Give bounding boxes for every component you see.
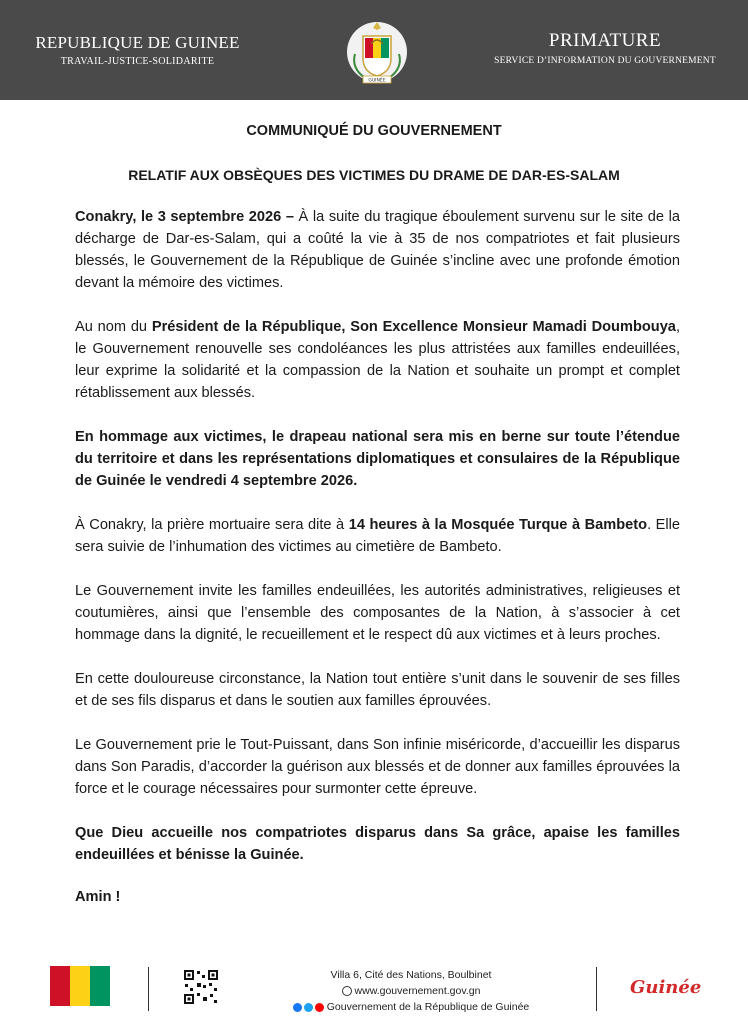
youtube-icon[interactable]: [315, 1003, 324, 1012]
page-footer: [0, 955, 748, 1024]
paragraph-intro: [75, 206, 680, 294]
globe-icon: [342, 986, 352, 996]
flag-stripe-green: [90, 966, 110, 1006]
blessing-text: Que Dieu accueille nos compatriotes disparus dans Sa grâce, apaise les familles endeuillées et bénisse la Guinée.: [75, 825, 680, 863]
twitter-icon[interactable]: [304, 1003, 313, 1012]
facebook-icon[interactable]: [293, 1003, 302, 1012]
paragraph-condolences-text: , le Gouvernement renouvelle ses condoléances les plus attristées aux familles endeuillées, leur exprime la solidarité et la compassion de la Nation et souhaite un prompt et complet rétablissement aux blessés.: [75, 319, 680, 401]
prayer-time-place: 14 heures à la Mosquée Turque à Bambeto: [348, 517, 648, 533]
contact-block: [256, 967, 566, 1015]
paragraph-condolences-start: Au nom du: [75, 319, 152, 335]
paragraph-amen: [75, 886, 680, 908]
social-icons: [293, 1003, 324, 1012]
document-body: [75, 206, 680, 930]
document-title: COMMUNIQUÉ DU GOUVERNEMENT: [246, 123, 502, 139]
guinea-flag-icon: [50, 966, 110, 1006]
website-line: [256, 983, 566, 999]
social-account-name: Gouvernement de la République de Guinée: [326, 1001, 530, 1013]
paragraph-unity: En cette douloureuse circonstance, la Nation tout entière s’unit dans le souvenir de ses filles et de ses fils disparus et dans le soutien aux familles éprouvées.: [75, 671, 680, 709]
footer-divider-left: [148, 967, 149, 1011]
primature-title: PRIMATURE: [548, 30, 662, 51]
paragraph-condolences: [75, 316, 680, 404]
paragraph-blessing: [75, 822, 680, 866]
paragraph-prayer-wish: Le Gouvernement prie le Tout-Puissant, dans Son infinie miséricorde, d’accueillir les disparus dans Son Paradis, d’accorder la guérison aux blessés et de donner aux familles éprouvées la force et le courage nécessaires pour surmonter cette épreuve.: [75, 737, 680, 797]
paragraph-invitation: Le Gouvernement invite les familles endeuillées, les autorités administratives, religieuses et coutumières, ainsi que l’ensemble des composantes de la Nation, à s’associer à cet hommage dans la dignité, le recueillement et le respect dû aux victimes et à leurs proches.: [75, 583, 680, 643]
paragraph-flag: [75, 426, 680, 492]
flag-stripe-red: [50, 966, 70, 1006]
paragraph-prayer: [75, 514, 680, 558]
amen-text: Amin !: [75, 889, 121, 905]
emblem-banner-text: GUINÉE: [368, 78, 386, 84]
primature-block: [480, 30, 730, 66]
flag-announcement: En hommage aux victimes, le drapeau national sera mis en berne sur toute l’étendue du territoire et dans les représentations diplomatiques et consulaires de la République de Guinée le vendredi 4 septembre 2026.: [75, 429, 680, 489]
flag-stripe-yellow: [70, 966, 90, 1006]
paragraph-prayer-text: . Elle sera suivie de l’inhumation des victimes au cimetière de Bambeto.: [75, 517, 680, 555]
paragraph-prayer-start: À Conakry, la prière mortuaire sera dite à: [75, 517, 349, 533]
guinee-brand-logo: Guinée: [630, 977, 702, 998]
information-service: SERVICE D’INFORMATION DU GOUVERNEMENT: [494, 56, 716, 66]
letterhead: [0, 0, 748, 100]
footer-divider-right: [596, 967, 597, 1011]
republic-name: REPUBLIQUE DE GUINEE: [35, 33, 240, 52]
national-motto: TRAVAIL-JUSTICE-SOLIDARITE: [60, 56, 215, 67]
social-line: [256, 999, 566, 1015]
president-name: Président de la République, Son Excellence Monsieur Mamadi Doumbouya: [151, 319, 676, 335]
dateline: Conakry, le 3 septembre 2026 –: [75, 209, 294, 225]
republic-block: [20, 33, 255, 67]
document-subtitle: RELATIF AUX OBSÈQUES DES VICTIMES DU DRAME DE DAR-ES-SALAM: [128, 167, 620, 183]
qr-code-icon[interactable]: [183, 969, 219, 1005]
postal-address: Villa 6, Cité des Nations, Boulbinet: [330, 969, 492, 981]
paragraph-intro-text: À la suite du tragique éboulement survenu sur le site de la décharge de Dar-es-Salam, qui a coûté la vie à 35 de nos compatriotes et fait plusieurs blessés, le Gouvernement de la République de Guinée s’incline avec une profonde émotion devant la mémoire des victimes.: [75, 209, 680, 291]
coat-of-arms-icon: [345, 14, 409, 88]
website-link[interactable]: www.gouvernement.gov.gn: [354, 985, 481, 997]
